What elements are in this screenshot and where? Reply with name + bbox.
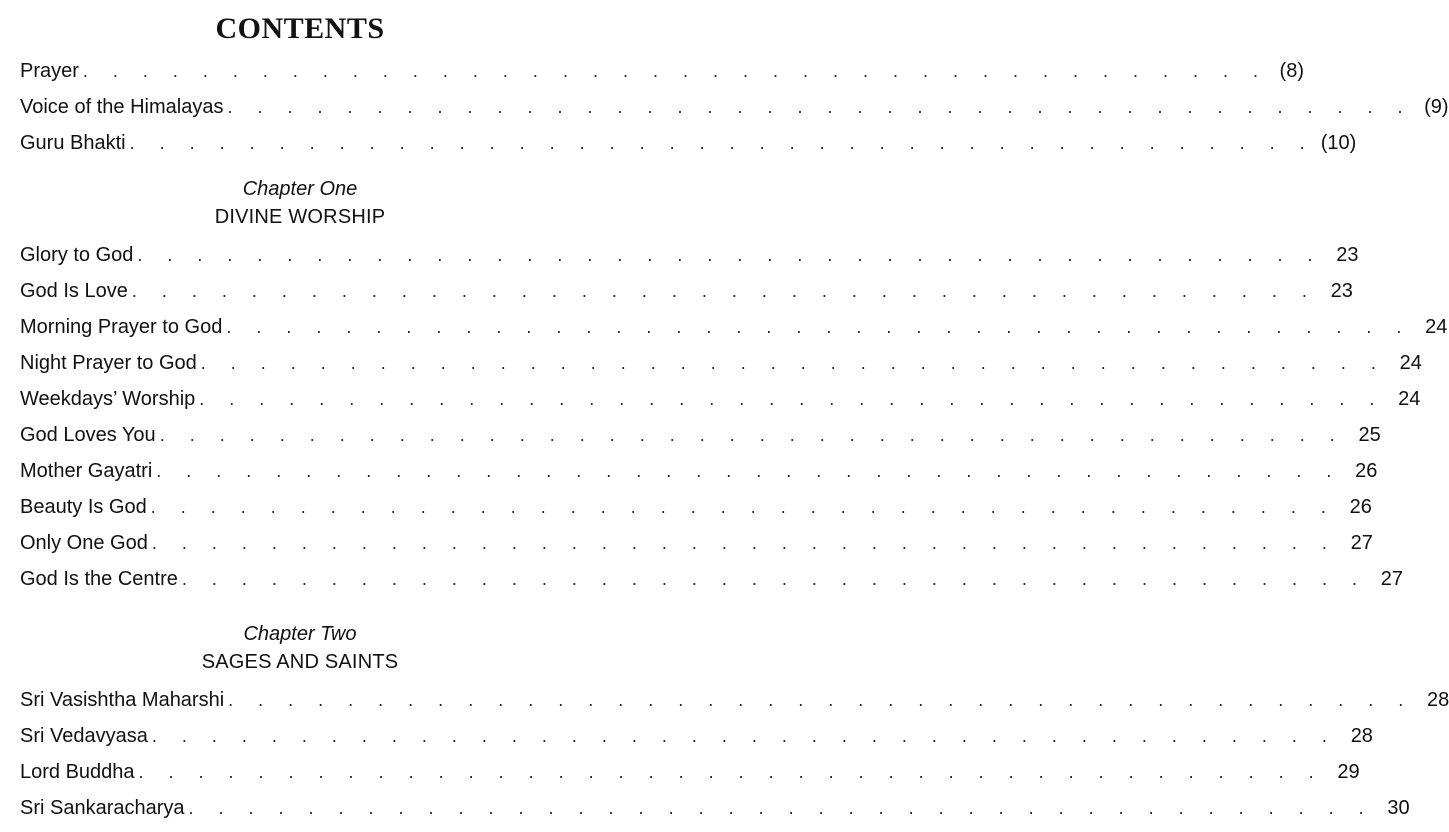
toc-entry-page: 25 [1358,424,1381,446]
toc-entry[interactable] [20,453,1378,489]
toc-entry-page: 23 [1330,280,1353,302]
toc-entry[interactable] [20,561,1403,597]
dot-leader: . . . . . . . . . . . . . . . . . . . . . . . . . . . . . . . . . . . . . . . . [159,425,1345,445]
dot-leader: . . . . . . . . . . . . . . . . . . . . . . . . . . . . . . . . . . . . . . . . [188,798,1374,818]
toc-entry[interactable] [20,754,1360,790]
toc-entry-title: God Is Love [20,280,128,302]
toc-entry-title: Night Prayer to God [20,352,197,374]
dot-leader: . . . . . . . . . . . . . . . . . . . . . . . . . . . . . . . . . . . . . . . . [150,497,1336,517]
toc-entry[interactable] [20,489,1372,525]
toc-entry-title: Glory to God [20,244,134,266]
toc-entry-page: 24 [1399,352,1422,374]
toc-entry-page: 24 [1398,388,1421,410]
toc-entry[interactable] [20,525,1373,561]
toc-entry-page: (9) [1424,96,1449,118]
chapter-two-section [0,620,1449,826]
toc-entry-page: 28 [1350,725,1373,747]
toc-entry-page: 27 [1350,532,1373,554]
dot-leader: . . . . . . . . . . . . . . . . . . . . . . . . . . . . . . . . . . . . . . . . [200,353,1386,373]
dot-leader: . . . . . . . . . . . . . . . . . . . . . . . . . . . . . . . . . . . . . . . . [228,690,1414,710]
toc-entry-title: Only One God [20,532,148,554]
toc-entry[interactable] [20,345,1422,381]
toc-entry-title: Prayer [20,60,79,82]
dot-leader: . . . . . . . . . . . . . . . . . . . . . . . . . . . . . . . . . . . . . . . . [138,762,1324,782]
toc-entry-title: God Loves You [20,424,156,446]
toc-entry-page: (8) [1279,60,1304,82]
toc-entry[interactable] [20,790,1410,826]
toc-entry-title: Morning Prayer to God [20,316,223,338]
chapter-one-section [0,175,1448,597]
dot-leader: . . . . . . . . . . . . . . . . . . . . . . . . . . . . . . . . . . . . . . . . [199,389,1385,409]
toc-entry-title: Mother Gayatri [20,460,153,482]
toc-entry-page: 26 [1355,460,1378,482]
toc-entry-page: 28 [1427,689,1449,711]
toc-entry-title: Voice of the Himalayas [20,96,224,118]
dot-leader: . . . . . . . . . . . . . . . . . . . . . . . . . . . . . . . . . . . . . . . . [181,569,1367,589]
toc-entry-title: God Is the Centre [20,568,178,590]
toc-entry-page: 23 [1336,244,1359,266]
dot-leader: . . . . . . . . . . . . . . . . . . . . . . . . . . . . . . . . . . . . . . . . [129,133,1315,153]
toc-entry-page: 24 [1425,316,1448,338]
chapter-title: DIVINE WORSHIP [214,206,386,228]
toc-entry[interactable] [20,273,1353,309]
toc-entry[interactable] [20,237,1359,273]
dot-leader: . . . . . . . . . . . . . . . . . . . . . . . . . . . . . . . . . . . . . . . . [151,726,1337,746]
toc-entry[interactable] [20,381,1421,417]
toc-entry-title: Sri Sankaracharya [20,797,185,819]
toc-entry[interactable] [20,417,1381,453]
toc-entry-title: Sri Vasishtha Maharshi [20,689,225,711]
dot-leader: . . . . . . . . . . . . . . . . . . . . . . . . . . . . . . . . . . . . . . . . [156,461,1342,481]
dot-leader: . . . . . . . . . . . . . . . . . . . . . . . . . . . . . . . . . . . . . . . . [137,245,1323,265]
toc-entry[interactable] [20,309,1448,345]
toc-entry[interactable] [20,89,1449,125]
chapter-title: SAGES AND SAINTS [201,651,399,673]
toc-entry-title: Sri Vedavyasa [20,725,148,747]
toc-entry-page: 30 [1387,797,1410,819]
toc-entry-page: 27 [1380,568,1403,590]
chapter-label: Chapter One [242,178,358,200]
page-title: CONTENTS [215,12,385,45]
front-matter-list [0,53,1449,161]
dot-leader: . . . . . . . . . . . . . . . . . . . . . . . . . . . . . . . . . . . . . . . . [82,61,1268,81]
dot-leader: . . . . . . . . . . . . . . . . . . . . . . . . . . . . . . . . . . . . . . . . [151,533,1337,553]
toc-entry[interactable] [20,718,1373,754]
toc-entry[interactable] [20,53,1304,89]
chapter-label: Chapter Two [243,623,357,645]
toc-entry-page: 26 [1349,496,1372,518]
toc-entry-page: 29 [1337,761,1360,783]
dot-leader: . . . . . . . . . . . . . . . . . . . . . . . . . . . . . . . . . . . . . . . . [226,317,1412,337]
toc-entry-title: Beauty Is God [20,496,147,518]
toc-entry-page: (10) [1320,132,1357,154]
toc-entry-title: Weekdays’ Worship [20,388,196,410]
toc-entry[interactable] [20,125,1357,161]
toc-entry-title: Lord Buddha [20,761,135,783]
toc-entry-title: Guru Bhakti [20,132,126,154]
dot-leader: . . . . . . . . . . . . . . . . . . . . . . . . . . . . . . . . . . . . . . . . [227,97,1413,117]
dot-leader: . . . . . . . . . . . . . . . . . . . . . . . . . . . . . . . . . . . . . . . . [131,281,1317,301]
toc-entry[interactable] [20,682,1449,718]
